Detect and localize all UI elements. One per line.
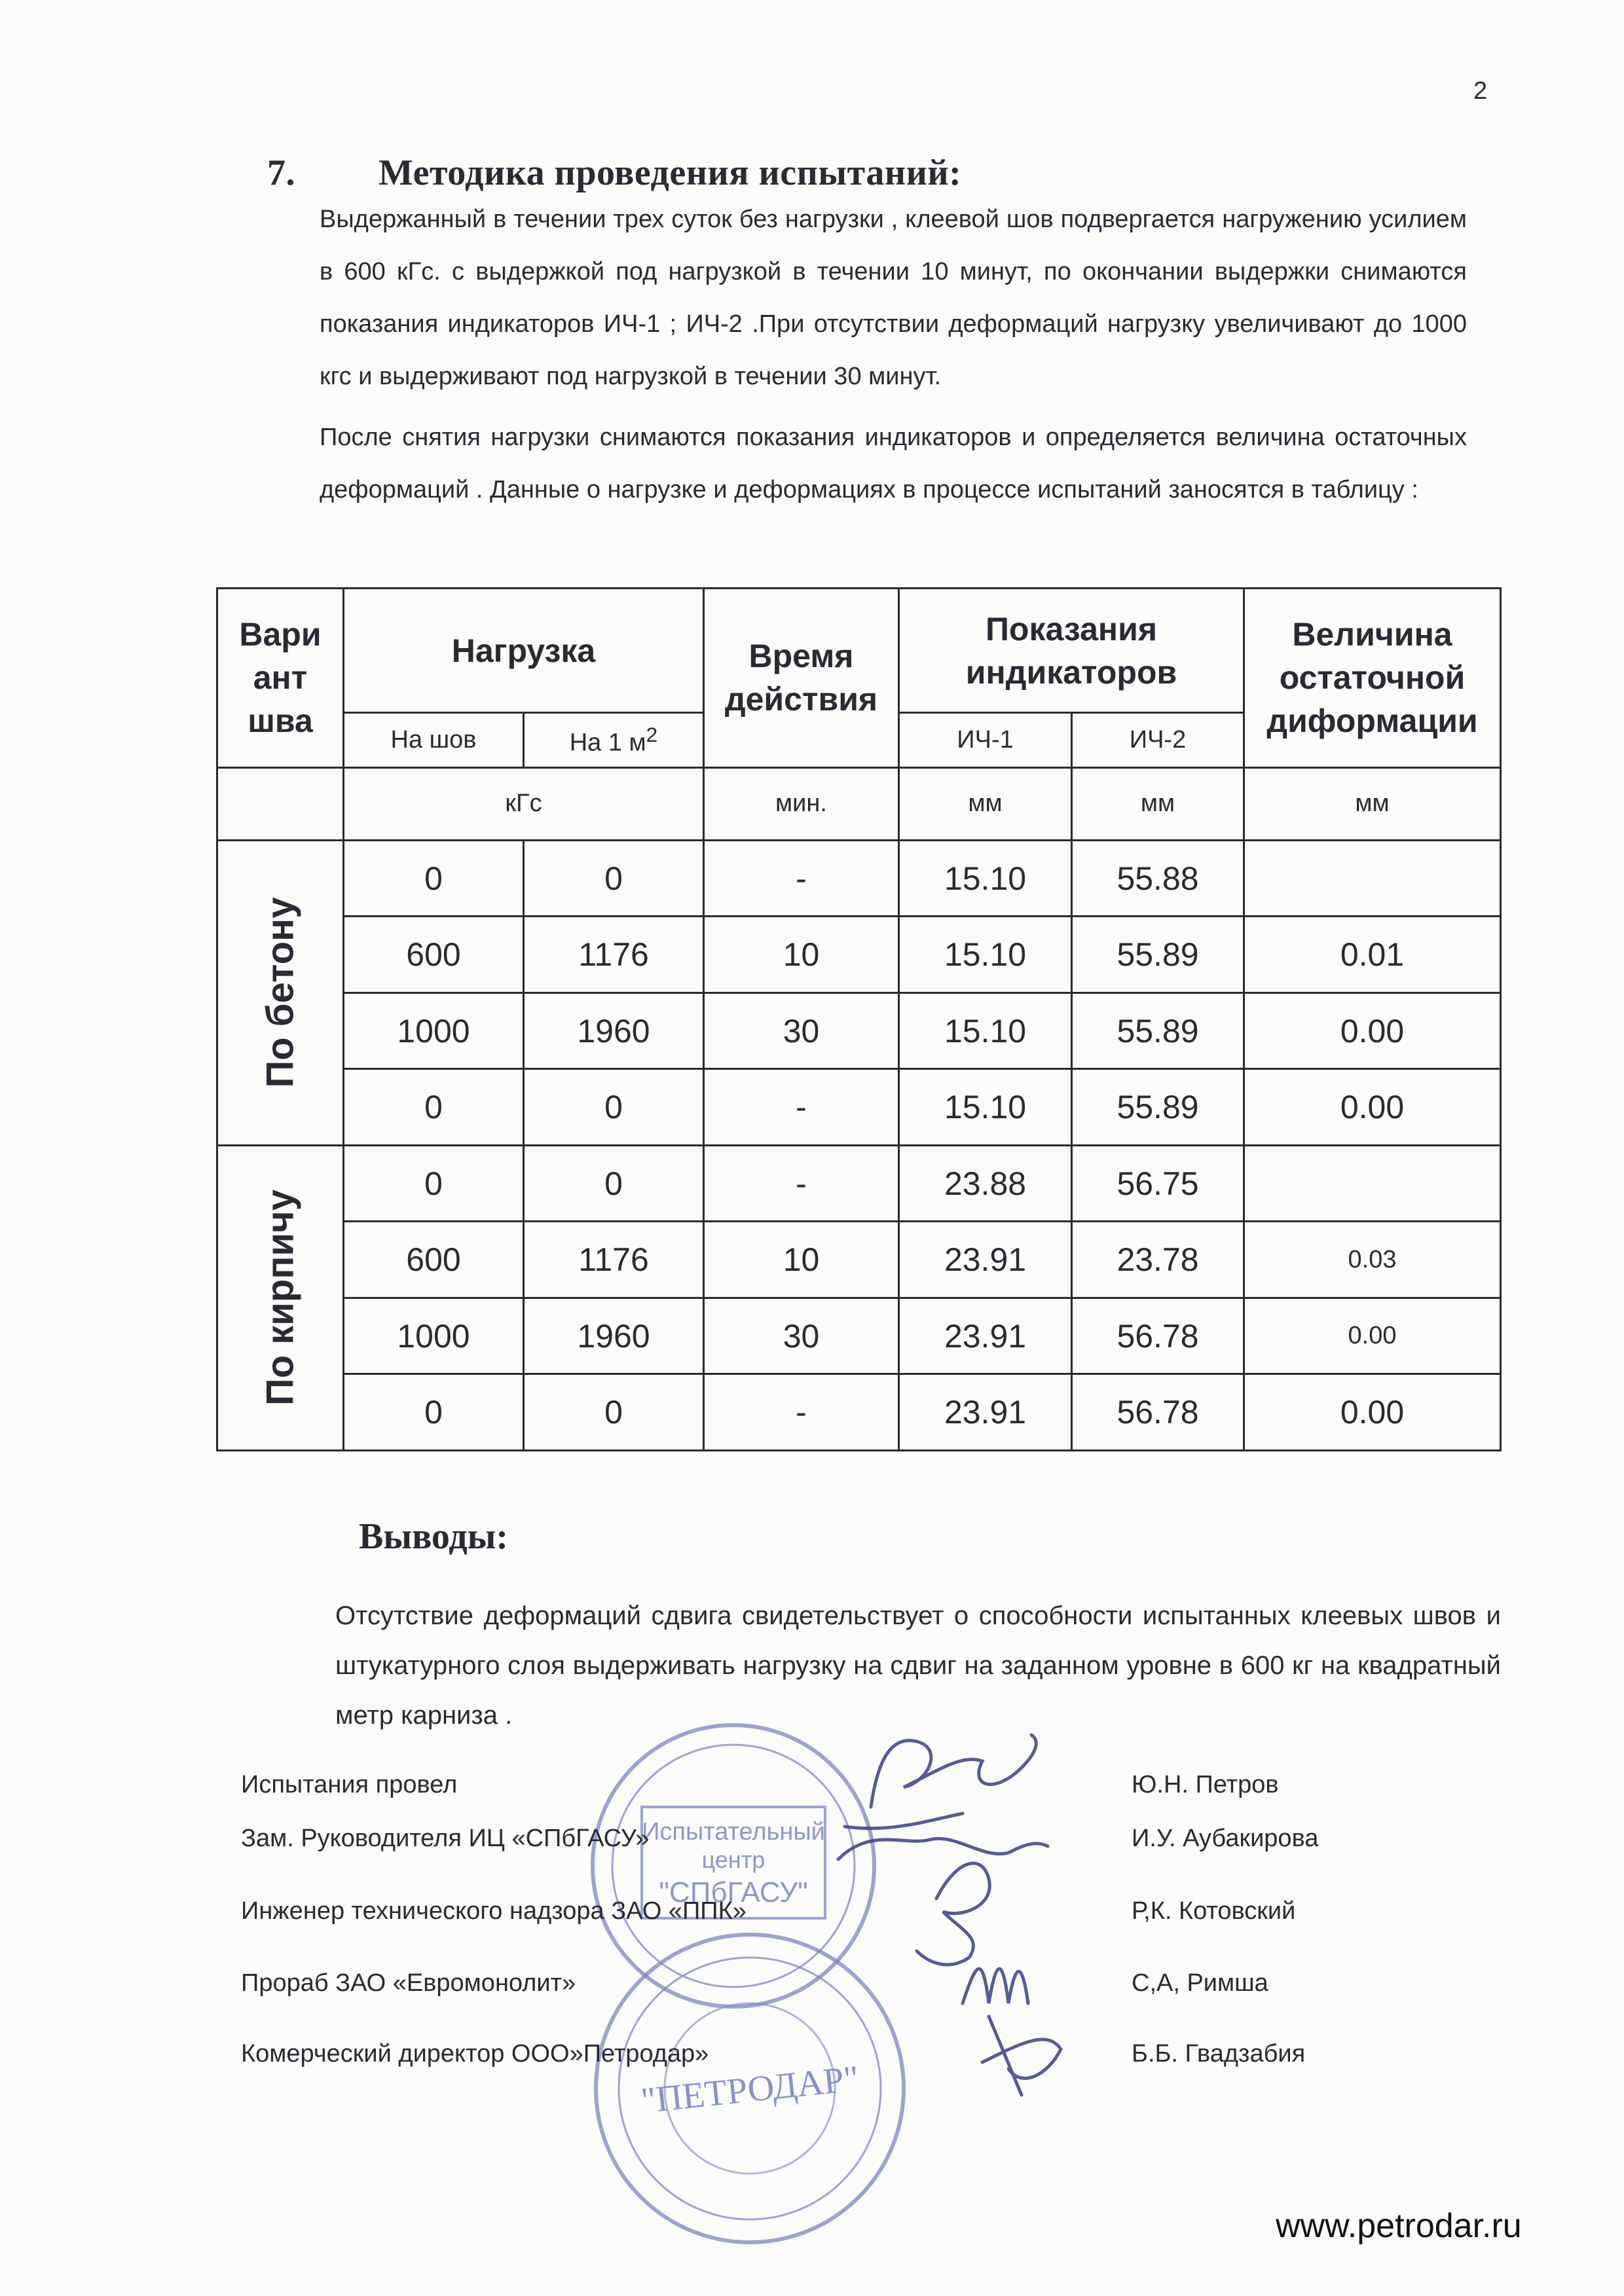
stamp-test-center-line-3: "СПбГАСУ": [659, 1876, 808, 1908]
signatory-row: [241, 1969, 1354, 2002]
cell-ich2: 23.78: [1072, 1222, 1244, 1298]
results-table: [216, 587, 1502, 1451]
conclusions-title: Выводы:: [359, 1516, 509, 1557]
header-ich1: ИЧ-1: [899, 713, 1072, 767]
signatory-row: [241, 1771, 1354, 1804]
cell-seam: 0: [344, 840, 524, 917]
cell-ich1: 15.10: [899, 1069, 1072, 1146]
header-indicators: Показания индикаторов: [899, 589, 1244, 713]
cell-seam: 0: [344, 1374, 524, 1451]
cell-seam: 1000: [344, 993, 524, 1069]
signatory-name: С,А, Римша: [1132, 1969, 1268, 1997]
cell-ich2: 55.89: [1072, 1069, 1244, 1146]
cell-ich1: 15.10: [899, 840, 1072, 917]
cell-seam: 1000: [344, 1298, 524, 1374]
unit-ich1: мм: [899, 767, 1072, 840]
cell-ich1: 15.10: [899, 917, 1072, 993]
table-row: [217, 993, 1501, 1069]
header-per-seam: На шов: [344, 713, 524, 767]
cell-time: 30: [704, 1298, 899, 1374]
unit-ich2: мм: [1072, 767, 1244, 840]
header-residual: Величина остаточной диформации: [1244, 589, 1501, 768]
cell-ich2: 56.78: [1072, 1298, 1244, 1374]
cell-residual: 0.01: [1244, 917, 1501, 993]
cell-time: -: [704, 1069, 899, 1146]
cell-seam: 0: [344, 1069, 524, 1146]
cell-m2: 0: [524, 1374, 704, 1451]
method-paragraph-1: [320, 193, 1467, 403]
cell-m2: 1960: [524, 993, 704, 1069]
header-variant: Вари ант шва: [217, 589, 344, 768]
header-per-m2: На 1 $м^2$: [524, 713, 704, 767]
cell-seam: 600: [344, 917, 524, 993]
cell-ich2: 55.89: [1072, 917, 1244, 993]
conclusions-paragraph: [335, 1591, 1501, 1740]
signatory-name: И.У. Аубакирова: [1132, 1825, 1319, 1852]
table-row: [217, 840, 1501, 917]
signatory-role: Комерческий директор ООО»Петродар»: [241, 2040, 709, 2068]
section-number: 7.: [267, 153, 295, 193]
header-time: Время действия: [704, 589, 899, 768]
cell-residual: 0.00: [1244, 1374, 1501, 1451]
cell-time: -: [704, 1145, 899, 1222]
table-row: [217, 1069, 1501, 1146]
cell-residual: 0.03: [1244, 1222, 1501, 1298]
signatory-row: [241, 1897, 1354, 1930]
signatory-name: Р,К. Котовский: [1132, 1897, 1296, 1925]
cell-ich2: 55.88: [1072, 840, 1244, 917]
cell-residual: [1244, 1145, 1501, 1222]
unit-load: кГс: [344, 767, 704, 840]
signatory-role: Зам. Руководителя ИЦ «СПбГАСУ»: [241, 1825, 650, 1852]
cell-seam: 0: [344, 1145, 524, 1222]
cell-m2: 1176: [524, 917, 704, 993]
cell-residual: 0.00: [1244, 1298, 1501, 1374]
website-link[interactable]: www.petrodar.ru: [1276, 2207, 1522, 2245]
signatory-role: Испытания провел: [241, 1771, 458, 1798]
cell-time: 30: [704, 993, 899, 1069]
method-text-1: Выдержанный в течении трех суток без нагрузки , клеевой шов подвергается нагружению усилием в 600 кГс. с выдержкой под нагрузкой в течении 10 минут, по окончании выдержки снимаются показания индикаторов ИЧ-1 ; ИЧ-2 .При отсутствии деформаций нагрузку увеличивают до 1000 кгс и выдерживают под нагрузкой в течении 30 минут.: [320, 206, 1467, 390]
cell-ich1: 23.88: [899, 1145, 1072, 1222]
cell-m2: 1176: [524, 1222, 704, 1298]
header-ich2: ИЧ-2: [1072, 713, 1244, 767]
cell-m2: 0: [524, 1069, 704, 1146]
cell-time: -: [704, 840, 899, 917]
table-row: [217, 1222, 1501, 1298]
signatory-row: [241, 1825, 1354, 1857]
cell-ich2: 56.75: [1072, 1145, 1244, 1222]
method-text-2: После снятия нагрузки снимаются показания индикаторов и определяется величина остаточных деформаций . Данные о нагрузке и деформациях в процессе испытаний заносятся в таблицу :: [320, 424, 1467, 503]
signatory-role: Прораб ЗАО «Евромонолит»: [241, 1969, 576, 1997]
cell-ich1: 23.91: [899, 1222, 1072, 1298]
signatory-role: Инженер технического надзора ЗАО «ППК»: [241, 1897, 747, 1925]
unit-residual: мм: [1244, 767, 1501, 840]
cell-seam: 600: [344, 1222, 524, 1298]
group-label-brick: По кирпичу: [217, 1145, 344, 1450]
table-row: [217, 1374, 1501, 1451]
section-heading: [267, 152, 961, 194]
stamp-test-center-line-2: центр: [701, 1846, 766, 1873]
cell-time: -: [704, 1374, 899, 1451]
unit-time: мин.: [704, 767, 899, 840]
cell-time: 10: [704, 917, 899, 993]
cell-time: 10: [704, 1222, 899, 1298]
cell-ich1: 23.91: [899, 1374, 1072, 1451]
cell-ich2: 55.89: [1072, 993, 1244, 1069]
stamp-petrodar-center: "ПЕТРОДАР": [638, 2058, 861, 2122]
cell-ich1: 15.10: [899, 993, 1072, 1069]
unit-empty: [217, 767, 344, 840]
signatory-name: Ю.Н. Петров: [1132, 1771, 1279, 1798]
cell-residual: 0.00: [1244, 1069, 1501, 1146]
stamp-test-center-line-1: Испытательный: [642, 1818, 825, 1846]
cell-m2: 0: [524, 1145, 704, 1222]
method-paragraph-2: [320, 411, 1467, 516]
table-row: [217, 1145, 1501, 1222]
page-number: 2: [1473, 77, 1488, 105]
signatory-name: Б.Б. Гвадзабия: [1132, 2040, 1306, 2068]
group-label-concrete: По бетону: [217, 840, 344, 1145]
signatory-row: [241, 2040, 1354, 2073]
cell-residual: [1244, 840, 1501, 917]
table-row: [217, 917, 1501, 993]
cell-m2: 0: [524, 840, 704, 917]
cell-m2: 1960: [524, 1298, 704, 1374]
section-title: Методика проведения испытаний:: [378, 153, 962, 193]
cell-ich1: 23.91: [899, 1298, 1072, 1374]
conclusions-text: Отсутствие деформаций сдвига свидетельствует о способности испытанных клеевых швов и штукатурного слоя выдерживать нагрузку на сдвиг на заданном уровне в 600 кг на квадратный метр карниза .: [335, 1601, 1501, 1730]
header-load: Нагрузка: [344, 589, 704, 713]
cell-residual: 0.00: [1244, 993, 1501, 1069]
cell-ich2: 56.78: [1072, 1374, 1244, 1451]
table-row: [217, 1298, 1501, 1374]
